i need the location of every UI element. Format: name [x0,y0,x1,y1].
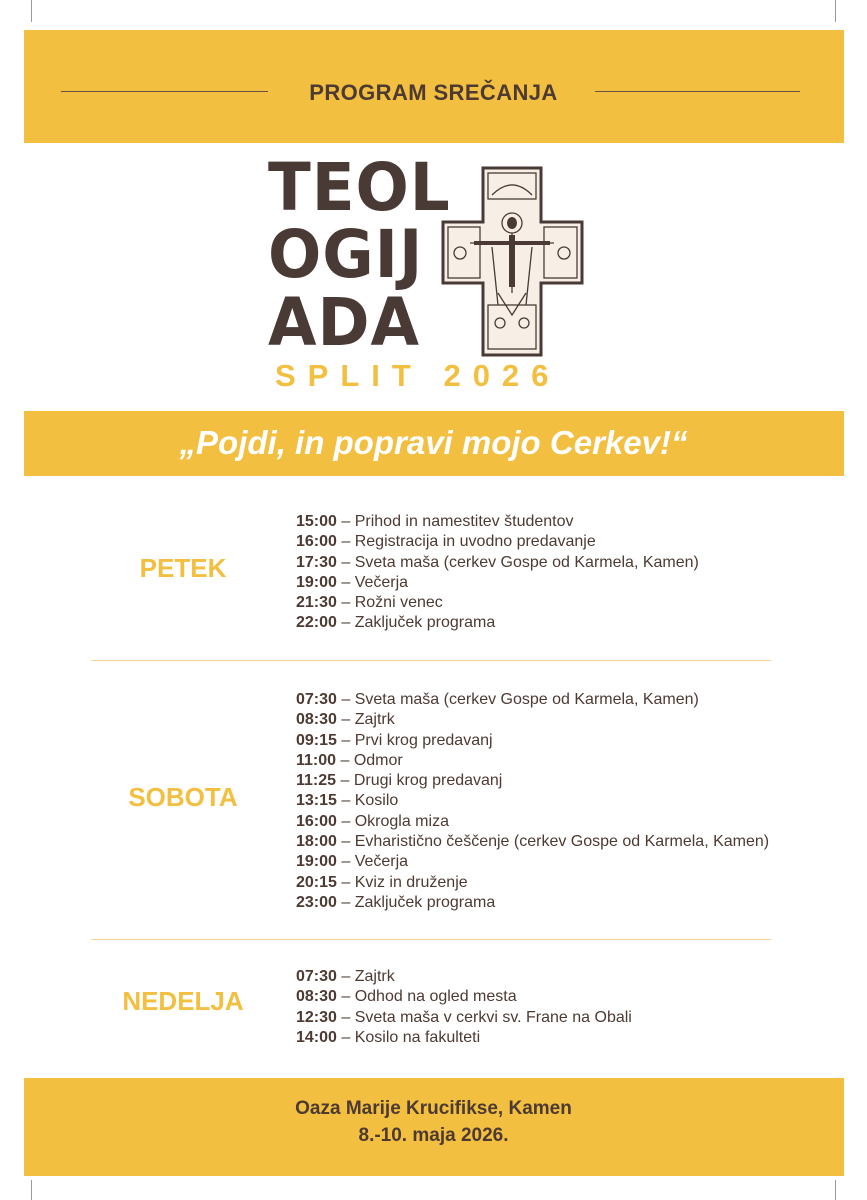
schedule-activity: – Odhod na ogled mesta [336,988,517,1006]
crop-mark [31,0,32,22]
schedule-time: 09:15 [296,731,337,749]
schedule-time: 07:30 [296,691,337,708]
schedule-activity: – Kosilo na fakulteti [336,1028,481,1046]
schedule-item [296,613,699,633]
schedule-activity: – Rožni venec [336,594,443,612]
schedule-item [296,731,769,751]
schedule-activity: – Večerja [336,853,409,871]
schedule-item [296,1028,632,1048]
schedule-nedelja [296,967,632,1048]
logo-word-line-1: TEOL [268,149,451,226]
schedule-activity: – Zaključek programa [336,614,496,632]
schedule-activity: – Večerja [336,573,409,591]
schedule-activity: – Sveta maša v cerkvi sv. Frane na Obali [336,1008,632,1026]
schedule-time: 19:00 [296,573,337,591]
logo-word-line-3: ADA [268,284,420,361]
schedule-activity: – Sveta maša (cerkev Gospe od Karmela, Kamen) [336,553,699,571]
schedule-activity: – Prihod in namestitev študentov [336,513,574,530]
schedule-activity: – Sveta maša (cerkev Gospe od Karmela, Kamen) [336,691,699,708]
schedule-item [296,593,699,613]
schedule-item [296,873,769,893]
schedule-activity: – Evharistično češčenje (cerkev Gospe od Karmela, Kamen) [336,833,770,851]
schedule-activity: – Kviz in druženje [336,873,468,891]
schedule-item [296,532,699,552]
schedule-item [296,553,699,573]
schedule-time: 15:00 [296,513,337,530]
schedule-time: 16:00 [296,533,337,551]
schedule-petek [296,512,699,634]
schedule-activity: – Zajtrk [336,968,395,985]
schedule-time: 14:00 [296,1028,337,1046]
footer-dates: 8.-10. maja 2026. [358,1125,509,1146]
crop-mark [835,0,836,22]
motto-text: „Pojdi, in popravi mojo Cerkev!“ [179,424,688,461]
crop-mark [31,1180,32,1200]
schedule-activity: – Odmor [336,751,403,769]
schedule-time: 20:15 [296,873,337,891]
schedule-time: 23:00 [296,893,337,911]
schedule-item [296,573,699,593]
schedule-time: 19:00 [296,853,337,871]
footer-venue: Oaza Marije Krucifikse, Kamen [295,1098,572,1119]
schedule-activity: – Zajtrk [336,711,395,729]
schedule-activity: – Kosilo [336,792,399,810]
logo-word-line-2: OGIJ [268,216,424,293]
schedule-time: 12:30 [296,1008,337,1026]
schedule-time: 21:30 [296,594,337,612]
schedule-activity: – Registracija in uvodno predavanje [336,533,596,551]
schedule-item [296,751,769,771]
program-title: PROGRAM SREČANJA [309,80,558,105]
schedule-activity: – Drugi krog predavanj [336,772,503,790]
schedule-activity: – Okrogla miza [336,812,449,830]
schedule-activity: – Zaključek programa [336,893,496,911]
schedule-time: 16:00 [296,812,337,830]
schedule-item [296,987,632,1007]
schedule-time: 11:00 [296,751,337,769]
crop-mark [835,1180,836,1200]
schedule-item [296,710,769,730]
schedule-item [296,852,769,872]
day-label-nedelja: NEDELJA [122,986,244,1016]
schedule-sobota [296,690,769,913]
schedule-item [296,967,632,987]
schedule-item [296,512,699,532]
schedule-time: 08:30 [296,988,337,1006]
day-divider [91,660,771,661]
schedule-time: 17:30 [296,553,337,571]
day-label-petek: PETEK [139,553,227,583]
schedule-item [296,1008,632,1028]
day-label-sobota: SOBOTA [128,782,238,812]
schedule-time: 08:30 [296,711,337,729]
schedule-time: 13:15 [296,792,337,810]
san-damiano-cross-icon [440,165,588,360]
schedule-time: 11:25 [296,772,337,790]
schedule-item [296,812,769,832]
logo-subtitle: SPLIT 2026 [275,358,561,393]
schedule-time: 07:30 [296,968,337,985]
schedule-item [296,832,769,852]
schedule-activity: – Prvi krog predavanj [336,731,493,749]
schedule-item [296,771,769,791]
schedule-time: 22:00 [296,614,337,632]
schedule-item [296,690,769,710]
schedule-item [296,893,769,913]
schedule-time: 18:00 [296,833,337,851]
schedule-item [296,791,769,811]
day-divider [91,939,771,940]
